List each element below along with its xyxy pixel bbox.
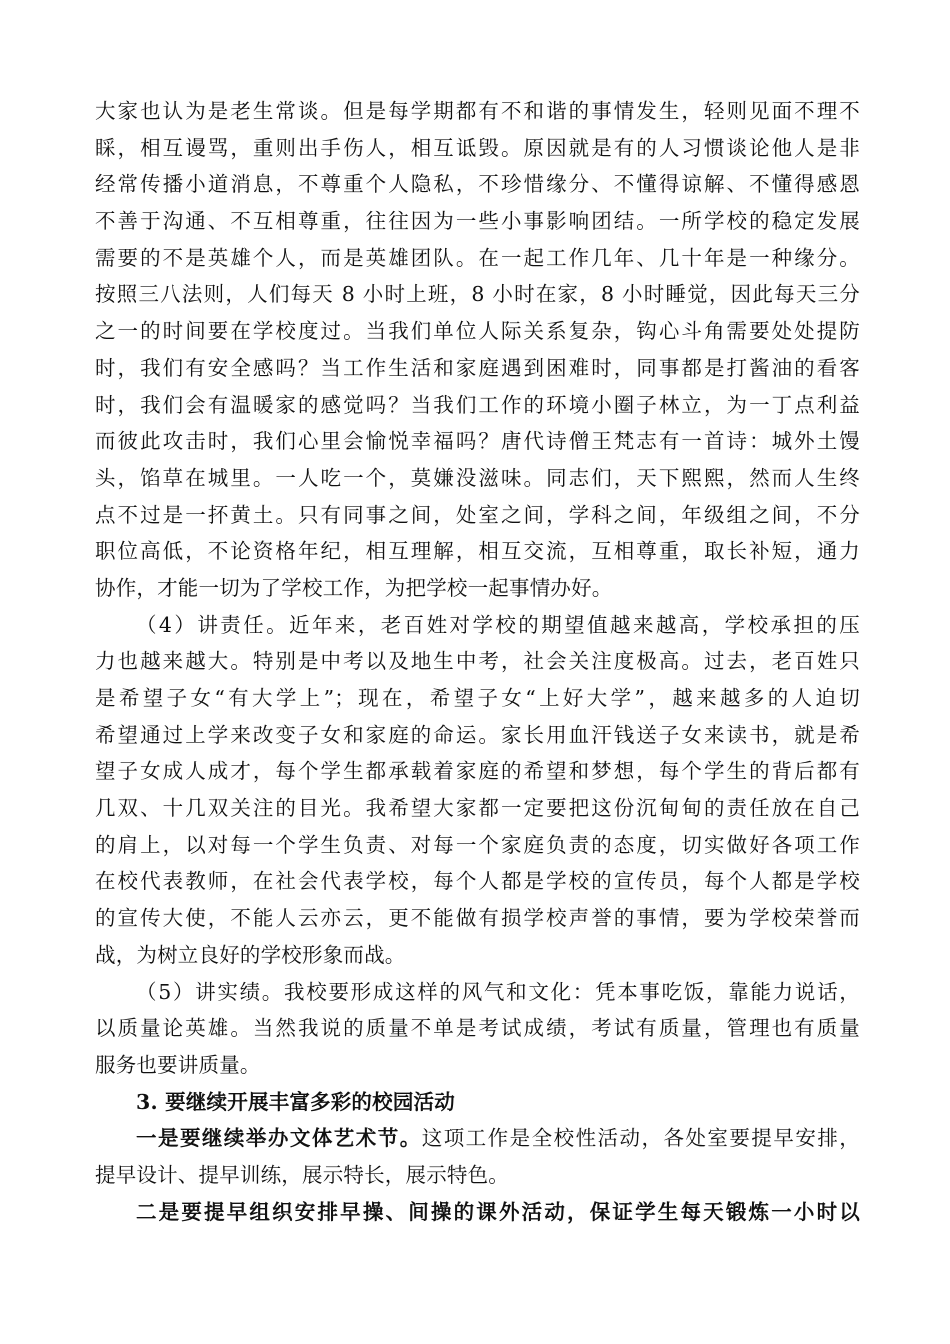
paragraph-interpersonal bbox=[95, 93, 860, 607]
text-line: 在校代表教师，在社会代表学校，每个人都是学校的宣传员，每个人都是学校 bbox=[95, 869, 860, 894]
text-line: 协作，才能一切为了学校工作，为把学校一起事情办好。 bbox=[95, 575, 613, 600]
text-line: 几双、十几双关注的目光。我希望大家都一定要把这份沉甸甸的责任放在自己 bbox=[95, 796, 860, 821]
text-line: 点不过是一抔黄土。只有同事之间，处室之间，学科之间，年级组之间，不分 bbox=[95, 502, 860, 527]
text-line: 大家也认为是老生常谈。但是每学期都有不和谐的事情发生，轻则见面不理不 bbox=[95, 99, 860, 123]
text-line: 望子女成人成才，每个学生都承载着家庭的希望和梦想，每个学生的背后都有 bbox=[95, 759, 860, 784]
text-line: 需要的不是英雄个人，而是英雄团队。在一起工作几年、几十年是一种缘分。 bbox=[95, 245, 860, 270]
paragraph-performance bbox=[95, 974, 860, 1084]
text-line: 服务也要讲质量。 bbox=[95, 1052, 261, 1077]
text-line: 时，我们会有温暖家的感觉吗？当我们工作的环境小圈子林立，为一丁点利益 bbox=[95, 392, 860, 417]
text-line: 而彼此攻击时，我们心里会愉悦幸福吗？唐代诗僧王梵志有一首诗：城外土馒 bbox=[95, 429, 860, 454]
text-line bbox=[95, 1120, 860, 1157]
text-line: 提早设计、提早训练，展示特长，展示特色。 bbox=[95, 1162, 509, 1187]
item-arts-festival bbox=[95, 1120, 860, 1193]
text-line: （5）讲实绩。我校要形成这样的风气和文化：凭本事吃饭，靠能力说话， bbox=[136, 979, 860, 1004]
item-lead-rest: 这项工作是全校性活动，各处室要提早安排， bbox=[421, 1126, 860, 1151]
text-line: 睬，相互谩骂，重则出手伤人，相互诋毁。原因就是有的人习惯谈论他人是非 bbox=[95, 135, 860, 160]
text-line: 的肩上，以对每一个学生负责、对每一个家庭负责的态度，切实做好各项工作 bbox=[95, 832, 860, 857]
text-line: 战，为树立良好的学校形象而战。 bbox=[95, 942, 406, 967]
text-line: 二是要提早组织安排早操、间操的课外活动，保证学生每天锻炼一小时以 bbox=[136, 1199, 860, 1224]
text-line: 力也越来越大。特别是中考以及地生中考，社会关注度极高。过去，老百姓只 bbox=[95, 649, 860, 674]
section-heading: 3. 要继续开展丰富多彩的校园活动 bbox=[136, 1089, 455, 1114]
document-body bbox=[95, 93, 860, 1230]
text-line: 是希望子女“有大学上”；现在，希望子女“上好大学”，越来越多的人迫切 bbox=[95, 686, 860, 710]
text-line: 头，馅草在城里。一人吃一个，莫嫌没滋味。同志们，天下熙熙，然而人生终 bbox=[95, 465, 860, 490]
text-line: 按照三八法则，人们每天 8 小时上班，8 小时在家，8 小时睡觉，因此每天三分 bbox=[95, 282, 860, 307]
text-line: 之一的时间要在学校度过。当我们单位人际关系复杂，钩心斗角需要处处提防 bbox=[95, 319, 860, 344]
text-line: （4）讲责任。近年来，老百姓对学校的期望值越来越高，学校承担的压 bbox=[136, 612, 860, 637]
text-line: 经常传播小道消息，不尊重个人隐私，不珍惜缘分、不懂得谅解、不懂得感恩 bbox=[95, 172, 860, 197]
text-line: 的宣传大使，不能人云亦云，更不能做有损学校声誉的事情，要为学校荣誉而 bbox=[95, 906, 860, 931]
text-line: 不善于沟通、不互相尊重，往往因为一些小事影响团结。一所学校的稳定发展 bbox=[95, 209, 860, 234]
item-lead-bold: 一是要继续举办文体艺术节。 bbox=[136, 1126, 422, 1151]
text-line: 职位高低，不论资格年纪，相互理解，相互交流，互相尊重，取长补短，通力 bbox=[95, 539, 860, 564]
item-morning-exercise bbox=[95, 1194, 860, 1231]
text-line: 时，我们有安全感吗？当工作生活和家庭遇到困难时，同事都是打酱油的看客 bbox=[95, 355, 860, 380]
text-line: 以质量论英雄。当然我说的质量不单是考试成绩，考试有质量，管理也有质量 bbox=[95, 1016, 860, 1041]
paragraph-responsibility bbox=[95, 607, 860, 974]
text-line: 希望通过上学来改变子女和家庭的命运。家长用血汗钱送子女来读书，就是希 bbox=[95, 722, 860, 747]
